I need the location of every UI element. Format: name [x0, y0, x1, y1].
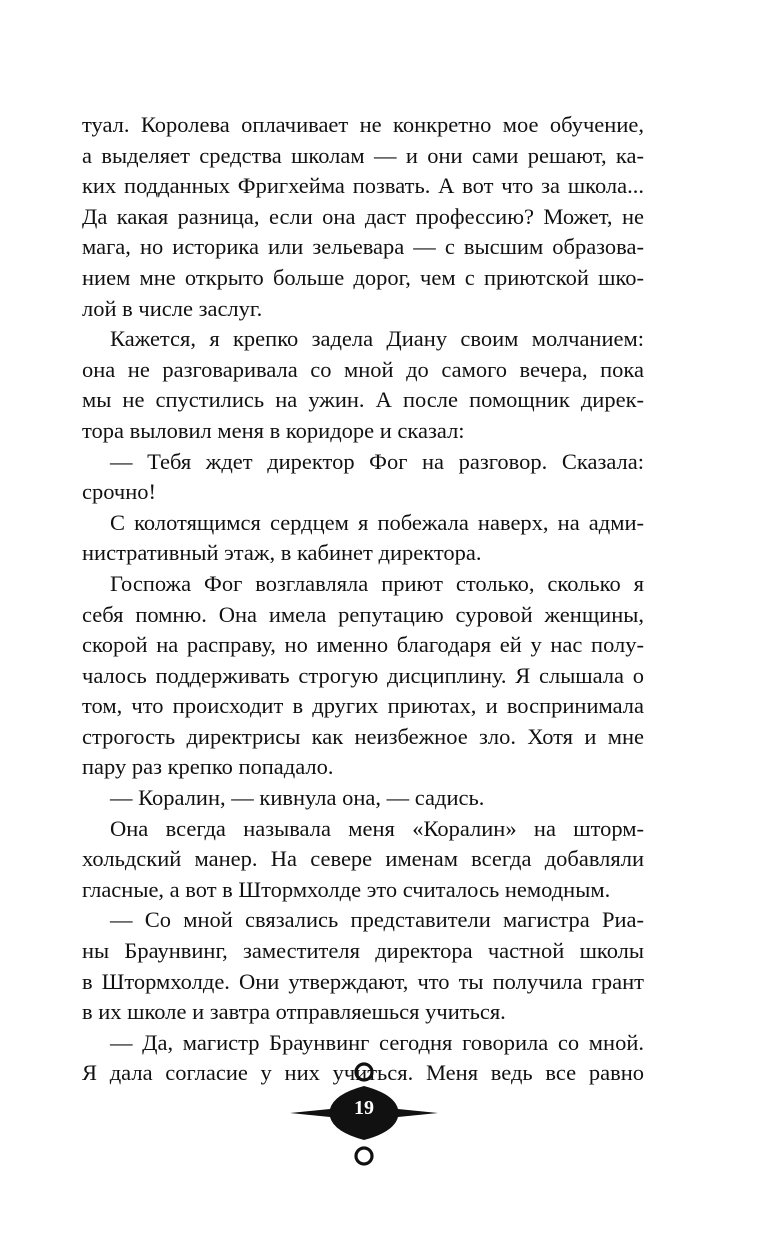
text-line: себя помню. Она имела репутацию суровой женщины,: [82, 601, 644, 627]
text-line: нием мне открыто больше дорог, чем с приютской шко-: [82, 264, 644, 290]
page-ornament: [0, 1060, 768, 1170]
text-line: в Штормхолде. Они утверждают, что ты получила грант: [82, 968, 644, 994]
text-line: — Со мной связались представители магистра Риа-: [110, 907, 644, 933]
text-line: гласные, а вот в Штормхолде это считалось немодным.: [82, 876, 611, 902]
text-line: Я дала согласие у них учиться. Меня ведь все равно: [82, 1060, 644, 1086]
text-line: тора выловил меня в коридоре и сказал:: [82, 417, 465, 443]
text-line: Кажется, я крепко задела Диану своим молчанием:: [110, 326, 644, 352]
text-line: хольдский манер. На севере именам всегда добавляли: [82, 846, 644, 872]
text-line: ны Браунвинг, заместителя директора частной школы: [82, 938, 644, 964]
text-line: — Да, магистр Браунвинг сегодня говорила со мной.: [110, 1029, 644, 1055]
body-text: [82, 110, 644, 1089]
text-line: скорой на расправу, но именно благодаря ей у нас полу-: [82, 632, 644, 658]
text-line: а выделяет средства школам — и они сами решают, ка-: [82, 142, 644, 168]
page-number: 19: [354, 1097, 374, 1119]
text-line: лой в числе заслуг.: [82, 295, 263, 321]
text-line: С колотящимся сердцем я побежала наверх, на адми-: [110, 509, 644, 535]
text-line: — Коралин, — кивнула она, — садись.: [110, 785, 485, 811]
text-line: туал. Королева оплачивает не конкретно мое обучение,: [82, 112, 644, 137]
text-line: нистративный этаж, в кабинет директора.: [82, 540, 482, 566]
text-line: строгость директрисы как неизбежное зло. Хотя и мне: [82, 723, 644, 749]
text-line: ких подданных Фригхейма позвать. А вот что за школа...: [82, 173, 644, 199]
text-line: мы не спустились на ужин. А после помощник дирек-: [82, 387, 644, 413]
text-line: чалось поддерживать строгую дисциплину. Я слышала о: [82, 662, 644, 688]
ornament-graphic: [0, 1060, 768, 1170]
text-line: пару раз крепко попадало.: [82, 754, 334, 780]
text-line: она не разговаривала со мной до самого вечера, пока: [82, 356, 644, 382]
text-line: том, что происходит в других приютах, и воспринимала: [82, 693, 644, 719]
text-line: мага, но историка или зельевара — с высшим образова-: [82, 234, 644, 260]
text-line: Госпожа Фог возглавляла приют столько, сколько я: [110, 570, 644, 596]
text-line: Да какая разница, если она даст профессию? Может, не: [82, 203, 644, 229]
text-line: в их школе и завтра отправляешься учиться.: [82, 999, 506, 1025]
text-line: Она всегда называла меня «Коралин» на шторм-: [110, 815, 644, 841]
text-line: срочно!: [82, 479, 157, 505]
text-line: — Тебя ждет директор Фог на разговор. Сказала:: [110, 448, 644, 474]
